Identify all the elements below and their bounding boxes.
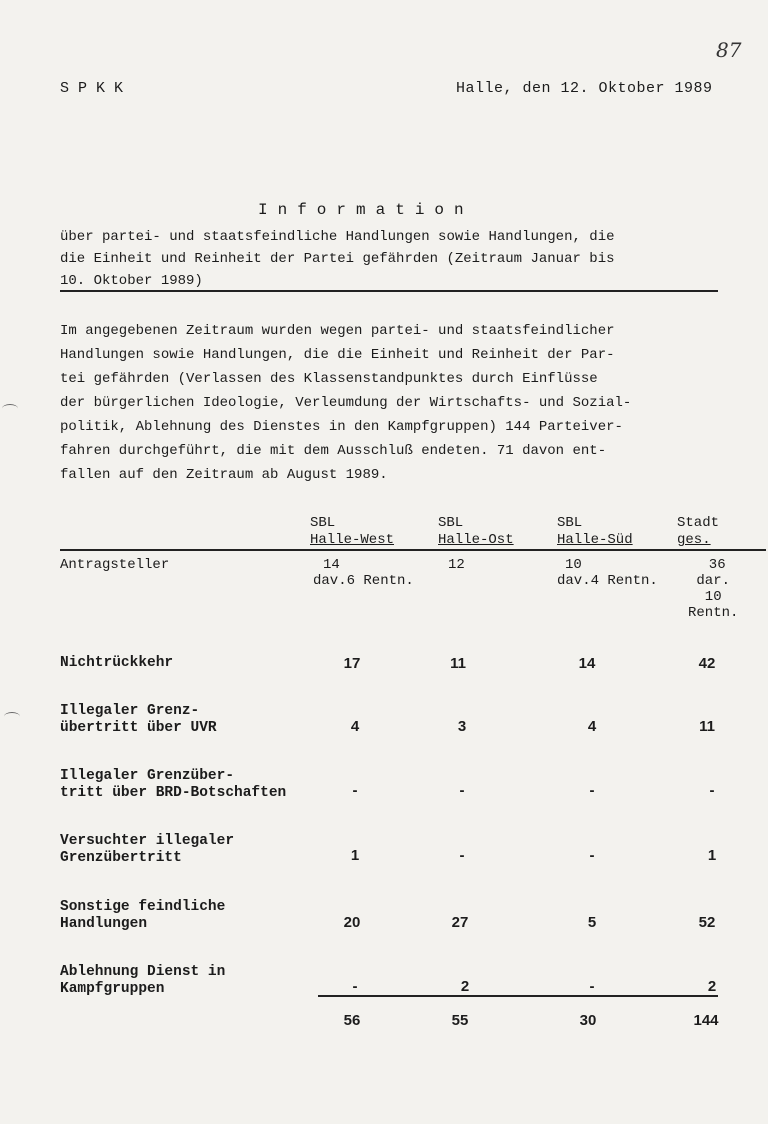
cell-stadt: 1 — [707, 847, 717, 864]
paragraph-line-1: Im angegebenen Zeitraum wurden wegen partei- und staatsfeindlicher — [60, 323, 615, 339]
col-header-west-line2: Halle-West — [310, 532, 395, 548]
cell-sued: - — [589, 782, 595, 799]
subject-line-2: die Einheit und Reinheit der Partei gefährden (Zeitraum Januar bis — [60, 251, 615, 267]
col-header-west — [310, 515, 394, 549]
paragraph-line-5: politik, Ablehnung des Dienstes in den Kampfgruppen) 144 Parteiver- — [60, 419, 623, 435]
row-label — [60, 703, 217, 737]
cell-ost: 11 — [450, 655, 466, 672]
subject-line-3: 10. Oktober 1989) — [60, 273, 203, 289]
total-west: 56 — [343, 1012, 361, 1029]
col-header-ost — [438, 515, 514, 549]
cell-stadt: 11 — [699, 718, 715, 735]
col-header-west-line1: SBL — [310, 515, 336, 531]
antragsteller-stadt — [688, 557, 738, 621]
col-header-stadt-line2: ges. — [677, 532, 711, 548]
row-label — [60, 964, 225, 998]
place-date: Halle, den 12. Oktober 1989 — [456, 80, 713, 97]
margin-mark — [2, 404, 18, 413]
paragraph-line-7: fallen auf den Zeitraum ab August 1989. — [60, 467, 388, 483]
row-label-line2: Grenzübertritt — [60, 850, 182, 866]
margin-mark — [4, 712, 20, 721]
cell-ost: 27 — [451, 914, 469, 931]
col-header-sued-line1: SBL — [557, 515, 583, 531]
row-label — [60, 833, 234, 867]
cell-sued: 4 — [587, 718, 597, 735]
cell-ost: - — [459, 847, 465, 864]
cell-stadt: 42 — [698, 655, 716, 672]
cell-sued: - — [589, 847, 595, 864]
cell-west: - — [352, 782, 358, 799]
organization: SPKK — [60, 80, 133, 97]
row-label-line2: übertritt über UVR — [60, 720, 217, 736]
paragraph-line-6: fahren durchgeführt, die mit dem Ausschluß endeten. 71 davon ent- — [60, 443, 607, 459]
antragsteller-west-note: dav.6 Rentn. — [313, 573, 414, 589]
col-header-sued-line2: Halle-Süd — [557, 532, 633, 548]
paragraph-line-2: Handlungen sowie Handlungen, die die Einheit und Reinheit der Par- — [60, 347, 615, 363]
row-label-line1: Versuchter illegaler — [60, 833, 235, 849]
cell-stadt: 52 — [698, 914, 716, 931]
row-label-line2: Handlungen — [60, 916, 148, 932]
row-label-line1: Illegaler Grenzüber- — [60, 768, 235, 784]
row-label-line2: tritt über BRD-Botschaften — [60, 785, 287, 801]
cell-west: 20 — [343, 914, 361, 931]
subject-line-1: über partei- und staatsfeindliche Handlungen sowie Handlungen, die — [60, 229, 615, 245]
cell-ost: 2 — [460, 978, 470, 995]
antragsteller-west — [313, 557, 414, 589]
cell-ost: 3 — [457, 718, 467, 735]
cell-west: - — [352, 978, 358, 995]
cell-sued: - — [589, 978, 595, 995]
antragsteller-sued-note: dav.4 Rentn. — [557, 573, 658, 589]
cell-sued: 5 — [587, 914, 597, 931]
cell-west: 1 — [350, 847, 360, 864]
row-label — [60, 768, 286, 802]
table-header-rule — [60, 549, 766, 551]
cell-west: 17 — [343, 655, 361, 672]
row-label-line2: Kampfgruppen — [60, 981, 165, 997]
col-header-ost-line2: Halle-Ost — [438, 532, 514, 548]
row-label: Antragsteller — [60, 557, 170, 573]
col-header-ost-line1: SBL — [438, 515, 464, 531]
totals-rule — [318, 995, 718, 997]
page-number: 87 — [716, 38, 742, 62]
cell-stadt: - — [709, 782, 715, 799]
row-label-line1: Ablehnung Dienst in — [60, 964, 226, 980]
cell-stadt: 2 — [707, 978, 717, 995]
cell-sued: 14 — [578, 655, 596, 672]
antragsteller-stadt-note-3: Rentn. — [688, 605, 739, 621]
antragsteller-ost-value: 12 — [448, 557, 465, 573]
antragsteller-sued-value: 10 — [565, 557, 582, 573]
antragsteller-sued — [557, 557, 658, 589]
total-sued: 30 — [579, 1012, 597, 1029]
total-stadt: 144 — [693, 1012, 719, 1029]
paragraph-line-4: der bürgerlichen Ideologie, Verleumdung der Wirtschafts- und Sozial- — [60, 395, 632, 411]
cell-west: 4 — [350, 718, 360, 735]
col-header-sued — [557, 515, 633, 549]
row-label: Nichtrückkehr — [60, 655, 174, 671]
cell-ost: - — [459, 782, 465, 799]
col-header-stadt-line1: Stadt — [677, 515, 720, 531]
antragsteller-stadt-value: 36 — [708, 557, 726, 573]
col-header-stadt — [677, 515, 719, 549]
total-ost: 55 — [451, 1012, 469, 1029]
antragsteller-stadt-note-2: 10 — [704, 589, 722, 605]
row-label-line1: Illegaler Grenz- — [60, 703, 200, 719]
row-label-line1: Sonstige feindliche — [60, 899, 226, 915]
antragsteller-stadt-note-1: dar. — [696, 573, 731, 589]
subject-underline — [60, 290, 718, 292]
paragraph-line-3: tei gefährden (Verlassen des Klassenstandpunktes durch Einflüsse — [60, 371, 598, 387]
row-label — [60, 899, 225, 933]
document-title: Information — [258, 201, 474, 219]
antragsteller-west-value: 14 — [323, 557, 340, 573]
